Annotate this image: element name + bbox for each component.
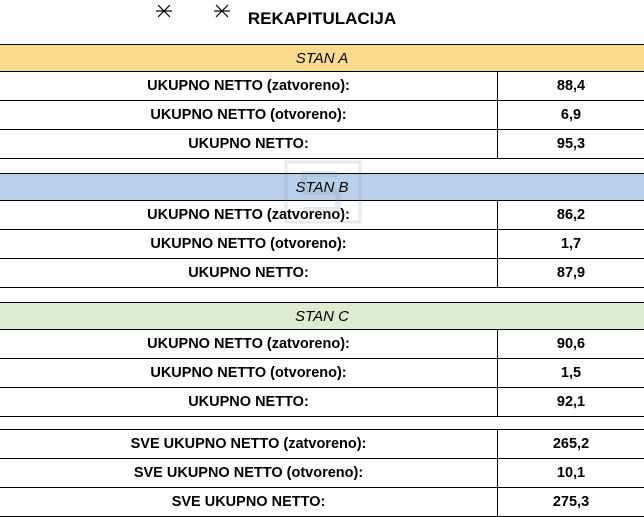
totals-value: 265,2 xyxy=(552,436,590,452)
recap-table xyxy=(0,44,644,517)
totals-row xyxy=(0,459,644,488)
page-title: REKAPITULACIJA xyxy=(247,9,397,28)
totals-value: 10,1 xyxy=(556,465,586,481)
row-label: UKUPNO NETTO (zatvoreno): xyxy=(0,330,498,358)
totals-row xyxy=(0,488,644,517)
totals-label: SVE UKUPNO NETTO (otvoreno): xyxy=(0,459,498,487)
section-header-stan-a: STAN A xyxy=(0,44,644,72)
totals-row xyxy=(0,429,644,459)
table-row xyxy=(0,130,644,159)
row-label: UKUPNO NETTO (otvoreno): xyxy=(0,230,498,258)
table-row xyxy=(0,259,644,288)
row-label: UKUPNO NETTO (zatvoreno): xyxy=(0,201,498,229)
row-label: UKUPNO NETTO: xyxy=(0,259,498,287)
row-label: UKUPNO NETTO (zatvoreno): xyxy=(0,72,498,100)
table-row xyxy=(0,230,644,259)
row-value: 86,2 xyxy=(556,207,586,223)
totals-label: SVE UKUPNO NETTO (zatvoreno): xyxy=(0,430,498,458)
table-row xyxy=(0,330,644,359)
row-label: UKUPNO NETTO (otvoreno): xyxy=(0,101,498,129)
table-row xyxy=(0,101,644,130)
row-value: 90,6 xyxy=(556,336,586,352)
row-value: 95,3 xyxy=(556,136,586,152)
table-row xyxy=(0,359,644,388)
totals-value: 275,3 xyxy=(552,494,590,510)
section-header-stan-b: STAN B xyxy=(0,173,644,201)
table-row xyxy=(0,388,644,417)
row-label: UKUPNO NETTO: xyxy=(0,388,498,416)
totals-label: SVE UKUPNO NETTO: xyxy=(0,488,498,516)
section-header-stan-c: STAN C xyxy=(0,302,644,330)
row-value: 1,5 xyxy=(560,365,582,381)
row-label: UKUPNO NETTO (otvoreno): xyxy=(0,359,498,387)
row-value: 92,1 xyxy=(556,394,586,410)
row-value: 87,9 xyxy=(556,265,586,281)
row-value: 1,7 xyxy=(560,236,582,252)
table-row xyxy=(0,201,644,230)
table-row xyxy=(0,72,644,101)
row-value: 88,4 xyxy=(556,78,586,94)
row-value: 6,9 xyxy=(560,107,582,123)
row-label: UKUPNO NETTO: xyxy=(0,130,498,158)
